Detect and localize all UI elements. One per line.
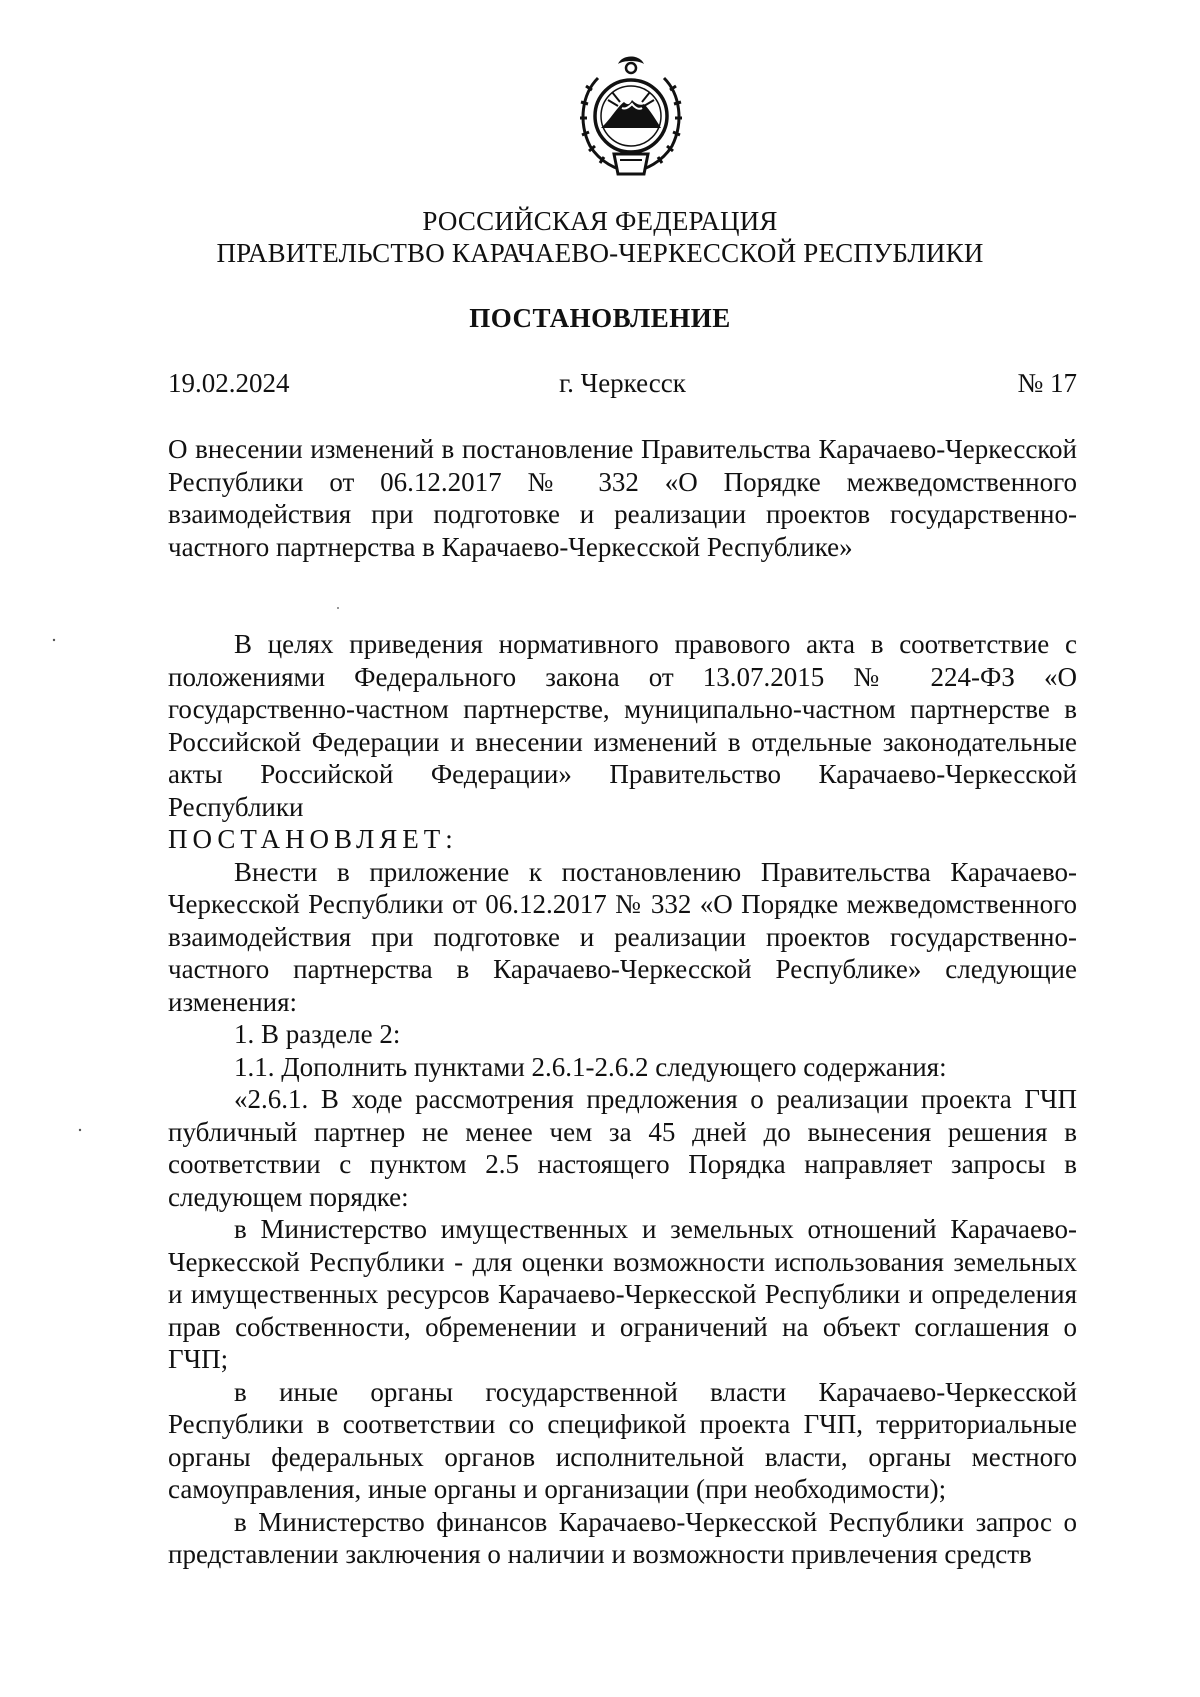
preamble-paragraph: В целях приведения нормативного правового акта в соответствие с положениями Федерального закона от 13.07.2015 № 224-ФЗ «О государственно-частном партнерстве, муниципально-частном партнерстве в Российской Федерации и внесении изменений в отдельные законодательные акты Российской Федерации» Правительство Карачаево-Черкесской Республики (168, 629, 1077, 822)
body-paragraph: Внести в приложение к постановлению Правительства Карачаево-Черкесской Республики от 06.12.2017 № 332 «О Порядке межведомственного взаимодействия при подготовке и реализации проектов государственно-частного партнерства в Карачаево-Черкесской Республике» следующие изменения: (168, 856, 1077, 1017)
document-city: г. Черкесск (559, 368, 686, 398)
body-paragraph: 1. В разделе 2: (234, 1019, 401, 1049)
coat-of-arms-icon (568, 50, 694, 186)
body-paragraph: 1.1. Дополнить пунктами 2.6.1-2.6.2 следующего содержания: (234, 1051, 947, 1082)
document-type-title: ПОСТАНОВЛЕНИЕ (469, 303, 731, 333)
document-date: 19.02.2024 (168, 368, 290, 398)
document-number: № 17 (1017, 368, 1077, 398)
document-body (168, 628, 1077, 1571)
header-government: ПРАВИТЕЛЬСТВО КАРАЧАЕВО-ЧЕРКЕССКОЙ РЕСПУБЛИКИ (216, 238, 984, 268)
body-paragraph: «2.6.1. В ходе рассмотрения предложения о реализации проекта ГЧП публичный партнер не менее чем за 45 дней до вынесения решения в соответствии с пунктом 2.5 настоящего Порядка направляет запросы в следующем порядке: (168, 1084, 1077, 1212)
body-paragraph: в Министерство финансов Карачаево-Черкесской Республики запрос о представлении заключения о наличии и возможности привлечения средств (168, 1506, 1077, 1569)
document-meta-row (168, 368, 1077, 402)
document-subject-title: О внесении изменений в постановление Правительства Карачаево-Черкесской Республики от 06.12.2017 № 332 «О Порядке межведомственного взаимодействия при подготовке и реализации проектов государственно-частного партнерства в Карачаево-Черкесской Республике» (168, 434, 1077, 562)
decree-word: ПОСТАНОВЛЯЕТ: (168, 824, 458, 854)
body-paragraph: в иные органы государственной власти Карачаево-Черкесской Республики в соответствии со спецификой проекта ГЧП, территориальные органы федеральных органов исполнительной власти, органы местного самоуправления, иные органы и организации (при необходимости); (168, 1376, 1077, 1504)
body-paragraph: в Министерство имущественных и земельных отношений Карачаево-Черкесской Республики - для оценки возможности использования земельных и имущественных ресурсов Карачаево-Черкесской Республики и определения прав собственности, обременении и ограничений на объект соглашения о ГЧП; (168, 1214, 1077, 1374)
header-country: РОССИЙСКАЯ ФЕДЕРАЦИЯ (422, 206, 778, 236)
